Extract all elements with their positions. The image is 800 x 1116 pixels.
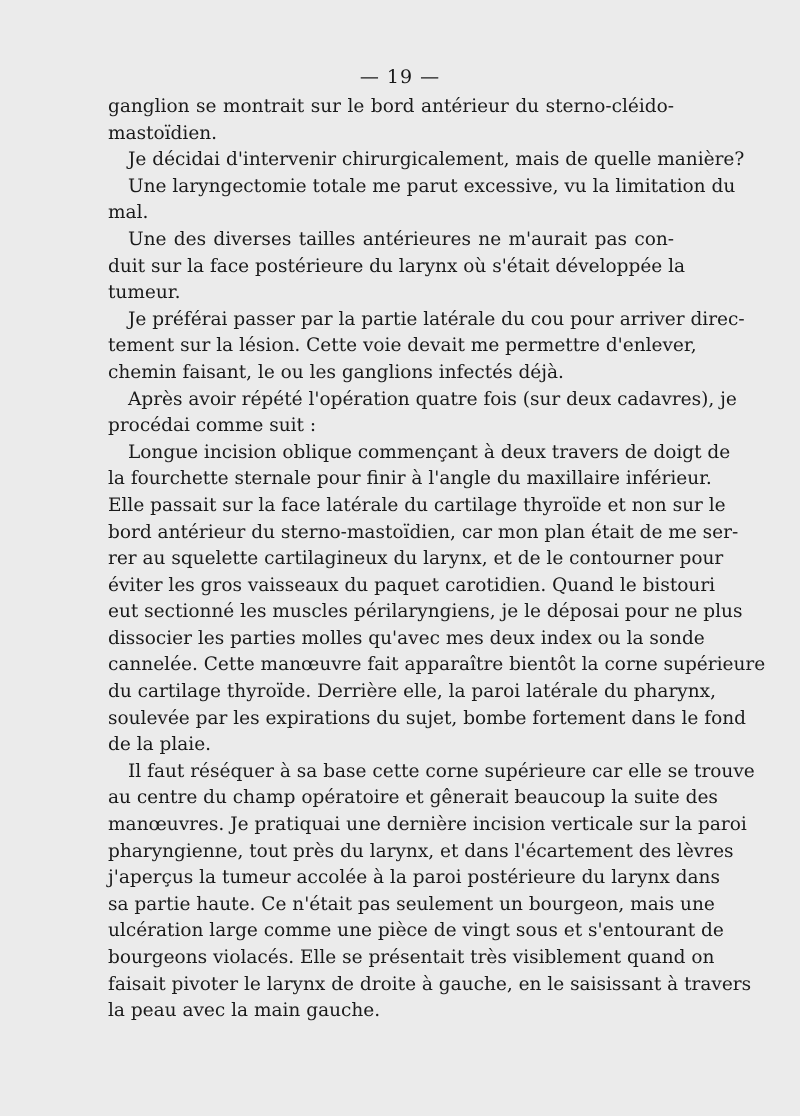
body-text: [108, 94, 766, 1025]
text-line: Je préférai passer par la partie latérale du cou pour arriver direc-: [128, 308, 745, 330]
text-line: manœuvres. Je pratiquai une dernière incision verticale sur la paroi: [108, 814, 747, 836]
text-line: éviter les gros vaisseaux du paquet carotidien. Quand le bistouri: [108, 574, 716, 596]
text-line: mal.: [108, 202, 149, 224]
text-line: procédai comme suit :: [108, 415, 317, 437]
text-line: ganglion se montrait sur le bord antérieur du sterno-cléido-: [108, 96, 674, 117]
paragraph: [108, 387, 737, 440]
text-line: cannelée. Cette manœuvre fait apparaître bientôt la corne supérieure: [108, 654, 766, 676]
text-line: du cartilage thyroïde. Derrière elle, la paroi latérale du pharynx,: [108, 681, 716, 703]
text-line: duit sur la face postérieure du larynx où s'était développée la: [108, 255, 686, 277]
paragraph: [108, 227, 686, 307]
text-line: soulevée par les expirations du sujet, bombe fortement dans le fond: [108, 707, 746, 729]
text-line: ulcération large comme une pièce de vingt sous et s'entourant de: [108, 920, 724, 942]
text-line: la fourchette sternale pour finir à l'angle du maxillaire inférieur.: [108, 468, 712, 490]
text-line: pharyngienne, tout près du larynx, et dans l'écartement des lèvres: [108, 840, 734, 862]
text-line: Elle passait sur la face latérale du cartilage thyroïde et non sur le: [108, 494, 726, 516]
text-line: Je décidai d'intervenir chirurgicalement, mais de quelle manière?: [128, 149, 745, 171]
text-line: bord antérieur du sterno-mastoïdien, car mon plan était de me ser-: [108, 521, 739, 543]
text-line: de la plaie.: [108, 734, 212, 756]
paragraph: [108, 440, 766, 759]
text-line: rer au squelette cartilagineux du larynx, et de le contourner pour: [108, 548, 724, 570]
paragraph: [108, 759, 755, 1025]
text-line: mastoïdien.: [108, 122, 218, 144]
text-line: faisait pivoter le larynx de droite à gauche, en le saisissant à travers: [108, 973, 752, 995]
text-line: Longue incision oblique commençant à deux travers de doigt de: [128, 441, 731, 463]
text-line: au centre du champ opératoire et gênerait beaucoup la suite des: [108, 787, 718, 809]
text-line: Une laryngectomie totale me parut excessive, vu la limitation du: [128, 175, 736, 197]
text-line: bourgeons violacés. Elle se présentait très visiblement quand on: [108, 947, 715, 968]
text-line: chemin faisant, le ou les ganglions infectés déjà.: [108, 361, 564, 383]
text-line: tumeur.: [108, 282, 181, 304]
text-line: sa partie haute. Ce n'était pas seulement un bourgeon, mais une: [108, 893, 715, 915]
page-number: — 19 —: [359, 66, 441, 88]
text-line: Une des diverses tailles antérieures ne m'aurait pas con-: [128, 228, 674, 250]
text-line: tement sur la lésion. Cette voie devait me permettre d'enlever,: [108, 335, 697, 357]
paragraph: [108, 174, 736, 227]
paragraph: [108, 147, 745, 174]
text-line: j'aperçus la tumeur accolée à la paroi postérieure du larynx dans: [108, 867, 720, 889]
text-line: eut sectionné les muscles périlaryngiens, je le déposai pour ne plus: [108, 601, 743, 623]
text-line: la peau avec la main gauche.: [108, 1000, 381, 1022]
text-line: Il faut réséquer à sa base cette corne supérieure car elle se trouve: [128, 760, 755, 782]
text-line: Après avoir répété l'opération quatre fois (sur deux cadavres), je: [128, 388, 737, 410]
paragraph: [108, 94, 674, 147]
text-line: dissocier les parties molles qu'avec mes deux index ou la sonde: [108, 627, 705, 649]
paragraph: [108, 307, 745, 387]
